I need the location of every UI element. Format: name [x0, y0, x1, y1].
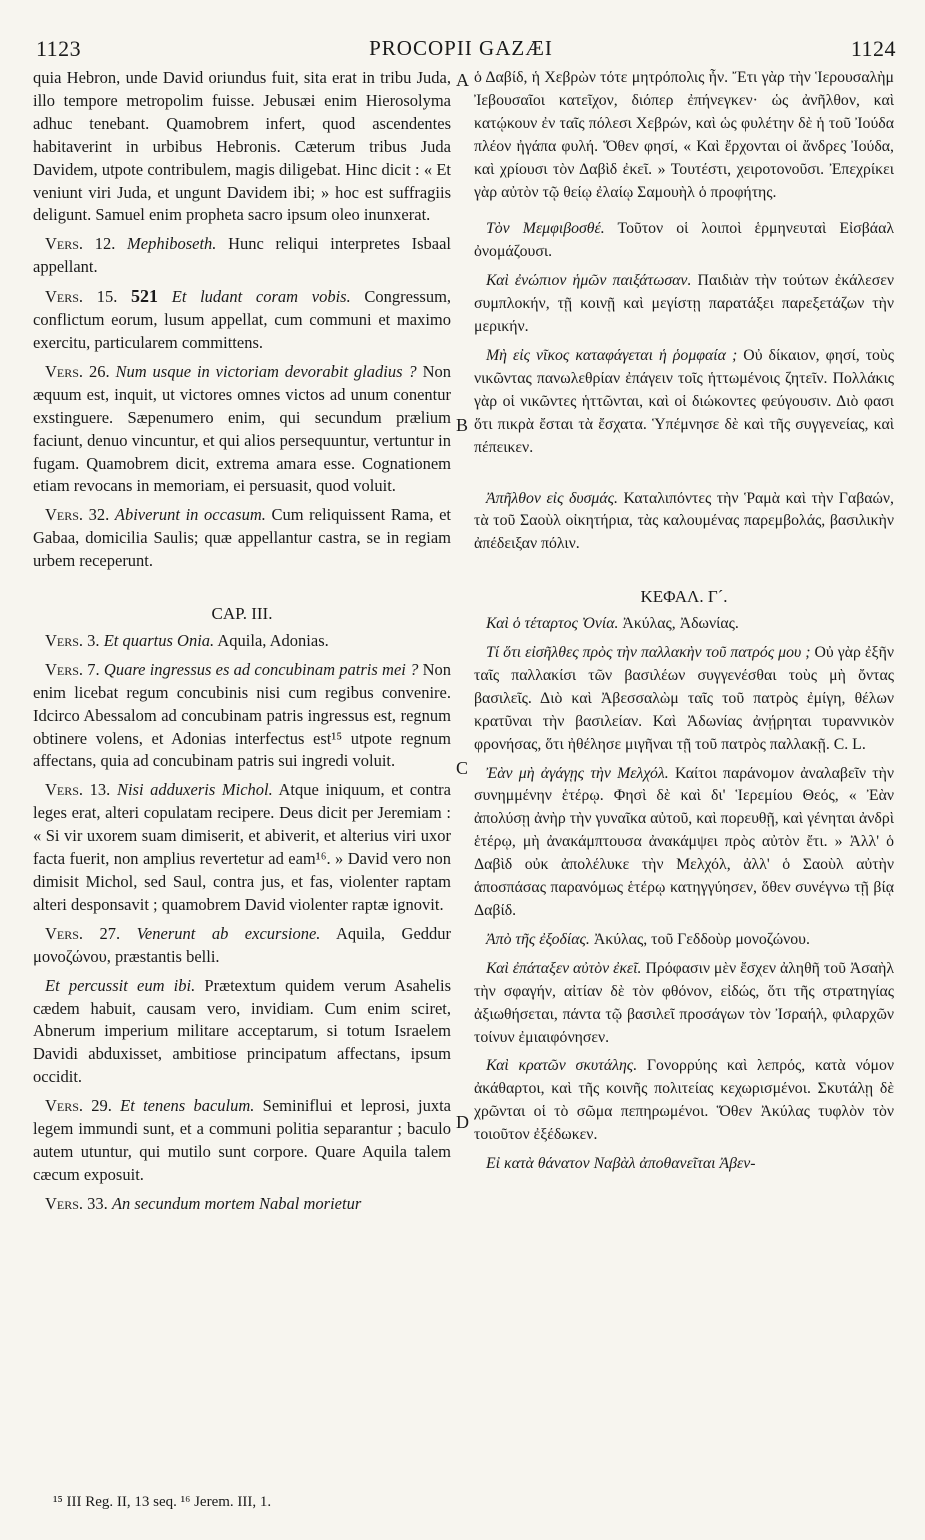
page-number-left: 1123	[36, 36, 82, 61]
latin-verse-32: Vers. 32. Abiverunt in occasum. Cum reliquissent Rama, et Gabaa, domicilia Saulis; quæ appellantur castra, se in regiam urbem receperunt.	[33, 505, 451, 571]
latin-verse-15: Vers. 15. 521 Et ludant coram vobis. Congressum, conflictum eorum, lusum appellat, cum communi et maximo exercitu, particularem committens.	[33, 286, 452, 352]
greek-c3-verse-7: Τί ὅτι εἰσῆλθες πρὸς τὴν παλλακὴν τοῦ πατρός μου ; Οὐ γὰρ ἐξῆν ταῖς παλλακίσι τῶν βασιλέων συγγενέσθαι τοὺς μὴ ὄντας βασιλεῖς. Διὸ καὶ Ἀβεσσαλὼμ ταῖς τοῦ πατρὸς ἐμίγη, θέλων κρατῦναι τὴν βασιλείαν. Καὶ Ἀδωνίας ἀνῄρηται τυραννικὸν φρονήσας, ὅτι ἠθέλησε μιγῆναι τῇ τοῦ πατρὸς παλλακῇ. C. L.	[474, 644, 894, 753]
greek-column	[474, 67, 894, 1182]
latin-c3-verse-7: Vers. 7. Quare ingressus es ad concubinam patris mei ? Non enim licebat regum concubinis nisi cum regibus convenire. Idcirco Abessalom ad concubinam patris ingressus est, regnum obtinere volens, et Adonias interfectus est¹⁵ utpote regnum affectans, quia ad concubinam patris sui ingredi voluit.	[33, 659, 452, 771]
margin-letter-b: B	[456, 415, 469, 435]
greek-paragraph: ὁ Δαβίδ, ἡ Χεβρὼν τότε μητρόπολις ἦν. Ἔτι γὰρ τὴν Ἱερουσαλὴμ Ἰεβουσαῖοι κατεῖχον, διόπερ ἐπήνεγκεν· ὡς ἀνῆλθον, καὶ κατῴκουν ἐν ταῖς πόλεσι Χεβρών, καὶ ὡς φυλέτην δὲ ἡ τοῦ Ἰούδα πλέον ἠγάπα φυλή. Ὅθεν φησί, « Καὶ ἔρχονται οἱ ἄνδρες Ἰούδα, καὶ χρίουσι τὸν Δαβὶδ ἐκεῖ. » Τουτέστι, χειροτονοῦσι. Ἐπεχρίκει γὰρ αὐτὸν τῷ θείῳ ἐλαίῳ Σαμουὴλ ὁ προφήτης.	[474, 69, 894, 201]
latin-column	[33, 67, 451, 1222]
margin-letter-a: A	[456, 70, 469, 90]
latin-chapter-heading: CAP. III.	[211, 604, 273, 624]
greek-verse-12: Τὸν Μεμφιβοσθέ. Τοῦτον οἱ λοιποὶ ἑρμηνευταὶ Εἰσβάαλ ὀνομάζουσι.	[474, 220, 895, 261]
margin-letter-d: D	[456, 1112, 469, 1132]
footnotes: ¹⁵ III Reg. II, 13 seq. ¹⁶ Jerem. III, 1.	[53, 1494, 272, 1510]
latin-verse-26: Vers. 26. Num usque in victoriam devorabit gladius ? Non æquum est, inquit, ut victores omnes victos ad unum conentur exstinguere. Sæpenumero enim, qui secundum prælium faciunt, denuo vincuntur, et qui alios persequuntur, vertuntur in fugam. Quamobrem dicit, extrema amara esse. Cognationem etiam revocans in memoriam, ei persuasit, quod voluit.	[33, 361, 452, 496]
greek-verse-15: Καὶ ἐνώπιον ἡμῶν παιξάτωσαν. Παιδιὰν τὴν τούτων ἐκάλεσεν συμπλοκήν, τῇ κοινῇ καὶ μεγίστῃ παρατάξει παρεξετάζων τὴν μερικήν.	[474, 272, 895, 336]
latin-c3-verse-29: Vers. 29. Et tenens baculum. Seminiflui et leprosi, juxta legem immundi sunt, et a communi politia separantur ; baculo autem utuntur, qui mutilo sunt corpore. Quare Aquila talem cæcum exposuit.	[33, 1096, 451, 1184]
greek-chapter-heading: ΚΕΦΑΛ. Γ´.	[640, 587, 728, 607]
latin-c3-verse-3: Vers. 3. Et quartus Onia. Aquila, Adonias.	[45, 630, 329, 650]
greek-verse-26: Μὴ εἰς νῖκος καταφάγεται ἡ ῥομφαία ; Οὐ δίκαιον, φησί, τοὺς νικῶντας πανωλεθρίαν ἐπάγειν τοῖς ἡττωμένοις ζητεῖν. Πολλάκις γὰρ οἱ νικῶντες ἡττῶνται, καὶ οἱ διώκοντες φεύγουσιν. Διὸ φασι ὅτι πικρὰ ἔσται τὰ ἔσχατα. Ὑπέμνησε δὲ καὶ τῆς συγγενείας, καὶ πέπεικεν.	[474, 346, 895, 456]
page-number-right: 1124	[850, 36, 896, 61]
latin-paragraph: quia Hebron, unde David oriundus fuit, sita erat in tribu Juda, illo tempore metropolim fuisse. Jebusæi enim Hierosolyma adhuc tenebant. Quamobrem infert, quod ascendentes habitaverint in urbibus Hebronis. Cæterum tribus Juda Davidem, utpote contribulem, magis diligebat. Hinc dicit : « Et veniunt viri Juda, et ungunt Davidem ibi; » hoc est suffragiis deligunt. Samuel enim propheta sacro ipsum oleo inunxerat.	[33, 68, 451, 225]
greek-c3-verse-13: Ἐὰν μὴ ἀγάγῃς τὴν Μελχόλ. Καίτοι παράνομον ἀναλαβεῖν τὴν συνημμένην ἑτέρῳ. Φησὶ δὲ καὶ δι' Ἱερεμίου Θεός, « Ἐὰν ἀπολύσῃ ἀνὴρ τὴν γυναῖκα αὐτοῦ, καὶ πορευθῇ, καὶ γένηται ἀνδρὶ ἑτέρῳ, μὴ ἀνακάμπτουσα ἀνακάμψει πρὸς αὐτὸν ἔτι. » Ἀλλ' ὁ Δαβὶδ οὐκ ἀπολέλυκε τὴν Μελχόλ, ἀλλ' ὁ Σαοὺλ αὐτὴν ἁποσπάσας παρανόμως ἑτέρῳ κατηγγύησεν, ὅθεν συνέγνω τῇ βίᾳ Δαβίδ.	[474, 764, 894, 919]
latin-c3-verse-27b: Et percussit eum ibi. Prætextum quidem verum Asahelis cædem habuit, causam vero, invidiam. Cum enim sciret, Abnerum imperium militare acceptarum, si totum Israelem Davidi abduxisset, ambitiose principatum affectans, ipsum occidit.	[33, 975, 452, 1087]
page-header	[26, 22, 896, 61]
greek-c3-verse-29: Καὶ κρατῶν σκυτάλης. Γονορρύης καὶ λεπρός, κατὰ νόμον ἀκάθαρτοι, καὶ τῆς κοινῆς πολιτείας κεχωρισμένοι. Σκυτάλῃ δὲ χρῶνται οἱ τὸ σῶμα πεπηρωμένοι. Ὅθεν Ἀκύλας τυφλὸν τὸν τοιοῦτον ἐξέδωκεν.	[474, 1057, 894, 1144]
greek-c3-verse-33: Εἰ κατὰ θάνατον Ναβὰλ ἀποθανεῖται Ἀβεν-	[486, 1155, 756, 1173]
latin-verse-12: Vers. 12. Mephiboseth. Hunc reliqui interpretes Isbaal appellant.	[33, 234, 451, 277]
latin-c3-verse-27: Vers. 27. Venerunt ab excursione. Aquila, Geddur μονοζώνου, præstantis belli.	[33, 923, 452, 966]
latin-c3-verse-13: Vers. 13. Nisi adduxeris Michol. Atque iniquum, et contra leges erat, alteri copulatam recipere. Deus dicit per Jeremiam : « Si vir uxorem suam dimiserit, et abiverit, et alterius viri uxor facta fuerit, non amplius revertetur ad eam¹⁶. » David vero non dimisit Michol, sed Saul, contra jus, et fas, violenter raptam alteri desponsavit ; quamobrem David violenter raptæ ignovit.	[33, 780, 451, 914]
running-title: PROCOPII GAZÆI	[369, 36, 553, 60]
greek-verse-32: Ἀπῆλθον εἰς δυσμάς. Καταλιπόντες τὴν Ῥαμὰ καὶ τὴν Γαβαών, τὰ τοῦ Σαοὺλ οἰκητήρια, τὰς καλουμένας παρεμβολάς, βασιλικὴν ἀπέδειξαν πόλιν.	[474, 489, 894, 553]
greek-c3-verse-27b: Καὶ ἐπάταξεν αὐτὸν ἐκεῖ. Πρόφασιν μὲν ἔσχεν ἀληθῆ τοῦ Ἀσαὴλ τὴν σφαγήν, αἰτίαν δὲ τὸν φθόνον, εἰδώς, ὅτι τῆς στρατηγίας ἀξιωθήσεται, πάντα τῷ βασιλεῖ προσάγων τὸν Ἰσραήλ, φιλαρχῶν τοίνυν ἐμιαιφόνησεν.	[474, 959, 895, 1046]
latin-c3-verse-33: Vers. 33. An secundum mortem Nabal morietur	[45, 1193, 362, 1213]
margin-letter-c: C	[456, 758, 469, 778]
greek-c3-verse-27: Ἀπὸ τῆς ἐξοδίας. Ἀκύλας, τοῦ Γεδδοὺρ μονοζώνου.	[486, 930, 810, 948]
greek-c3-verse-3: Καὶ ὁ τέταρτος Ὀνία. Ἀκύλας, Ἀδωνίας.	[486, 615, 739, 633]
